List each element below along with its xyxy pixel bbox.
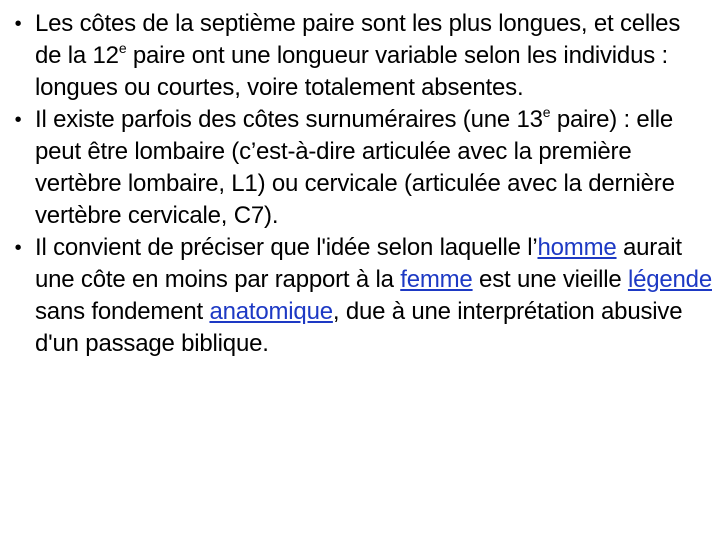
bullet-dot-icon: •: [14, 237, 22, 259]
item-3-text-part-5: , due à une interprétation abusive d'un passage biblique.: [35, 298, 683, 357]
item-3-text-part-1: Il convient de préciser que l'idée selon laquelle l’: [35, 234, 538, 261]
item-2-superscript: e: [542, 104, 551, 120]
item-3-text-part-2: aurait une côte en moins par rapport à la: [35, 234, 682, 293]
item-3-text-part-4: sans fondement: [35, 298, 210, 325]
bullet-item-1: [0, 8, 712, 104]
link-legende[interactable]: légende: [627, 266, 712, 293]
item-2-text-part-2: paire) : elle peut être lombaire (c’est-à-dire articulée avec la première vertèbre lombaire, L1) ou cervicale (articulée avec la dernière vertèbre cervicale, C7).: [35, 106, 675, 229]
bullet-dot-icon: •: [14, 109, 22, 131]
item-1-text-part-2: paire ont une longueur variable selon les individus : longues ou courtes, voire totalement absentes.: [35, 42, 668, 101]
bullet-dot-icon: •: [14, 13, 22, 35]
bullet-list: [0, 8, 712, 360]
item-3-text-part-3: est une vieille: [472, 266, 628, 293]
bullet-item-2: [0, 104, 712, 232]
bullet-item-3: [0, 232, 712, 360]
link-femme[interactable]: femme: [400, 266, 473, 293]
link-homme[interactable]: homme: [537, 234, 617, 261]
link-anatomique[interactable]: anatomique: [209, 298, 333, 325]
item-2-text-part-1: Il existe parfois des côtes surnuméraires (une 13: [35, 106, 543, 133]
item-1-superscript: e: [118, 40, 127, 56]
item-1-text-part-1: Les côtes de la septième paire sont les plus longues, et celles de la 12: [35, 10, 681, 69]
